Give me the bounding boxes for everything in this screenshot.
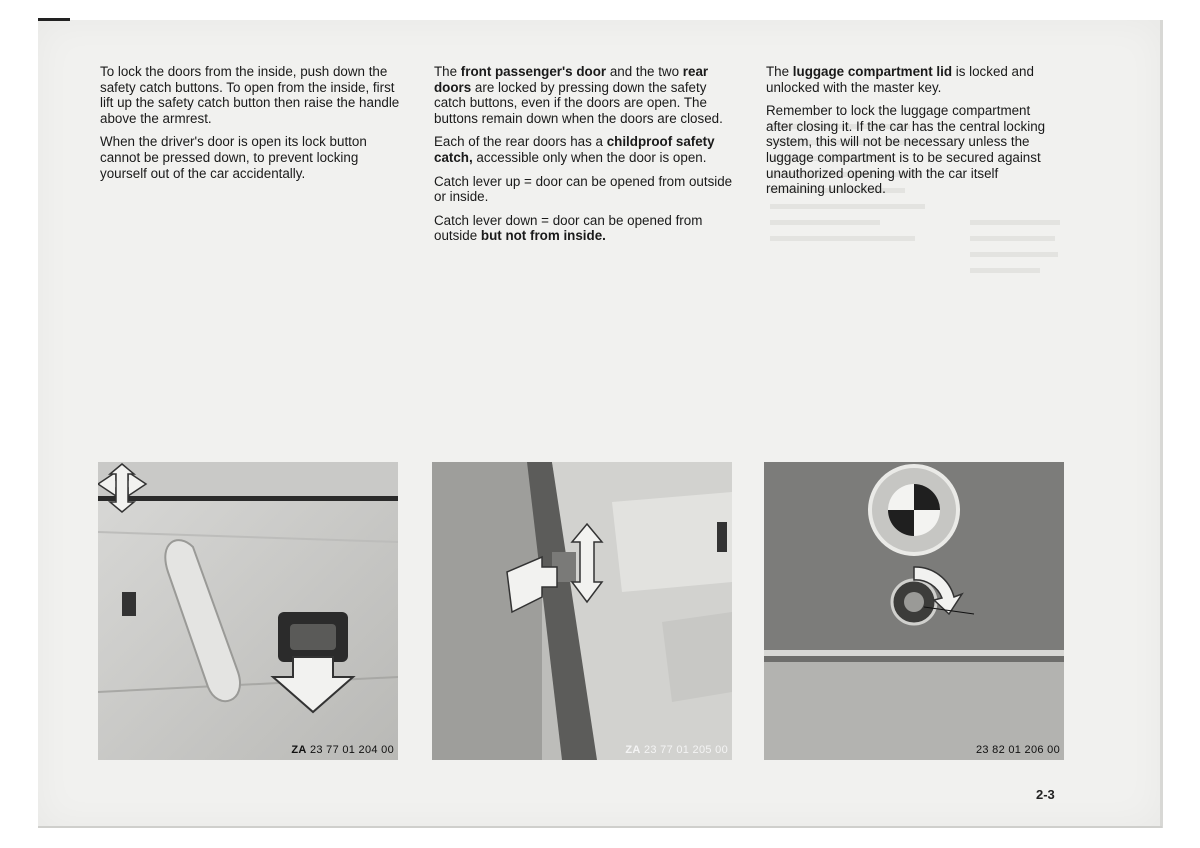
figure-luggage-lock-photo [764,462,1064,760]
childproof-catch-illustration [432,462,732,760]
figure-door-interior-photo [98,462,398,760]
figure-code: ZA 23 77 01 204 00 [291,744,394,756]
figure-code: 23 82 01 206 00 [975,744,1060,756]
text-column-middle [434,64,739,252]
term-childproof-safety-catch: childproof safety catch, [434,134,715,165]
paragraph-driver-door: When the driver's door is open its lock button cannot be pressed down, to prevent locking yourself out of the car accidentally. [100,134,367,181]
page-edge-right [1160,20,1163,828]
figure-code: ZA 23 77 01 205 00 [625,744,728,756]
page-number: 2-3 [1036,787,1055,802]
page-edge-mark [38,18,70,21]
paragraph-passenger-doors: The front passenger's door and the two rear doors are locked by pressing down the safety catch buttons, even if the doors are open. The buttons remain down when the doors are closed. [434,64,723,126]
page-edge-bottom [38,826,1162,828]
figure-childproof-catch-photo [432,462,732,760]
paragraph-lock-from-inside: To lock the doors from the inside, push down the safety catch buttons. To open from the inside, first lift up the safety catch button then raise the handle above the armrest. [100,64,400,126]
luggage-lock-illustration [764,462,1064,760]
paragraph-luggage-lid: The luggage compartment lid is locked and unlocked with the master key. [766,64,1034,95]
paragraph-catch-lever-down: Catch lever down = door can be opened from outside but not from inside. [434,212,703,244]
term-luggage-compartment-lid: luggage compartment lid [792,64,953,79]
text-column-right [766,64,1051,205]
term-front-passenger-door: front passenger's door [460,64,607,79]
paragraph-catch-lever-up: Catch lever up = door can be opened from outside or inside. [434,173,733,205]
door-interior-illustration [98,462,398,760]
term-rear-doors: rear doors [434,64,709,95]
paragraph-childproof-catch: Each of the rear doors has a childproof safety catch, accessible only when the door is open. [434,134,715,165]
paragraph-lock-luggage: Remember to lock the luggage compartment after closing it. If the car has the central locking system, this will not be necessary unless the luggage compartment is to be secured against unauthorized opening with the car itself remaining unlocked. [766,103,1046,197]
term-not-from-inside: but not from inside. [480,228,606,244]
text-column-left [100,64,400,189]
